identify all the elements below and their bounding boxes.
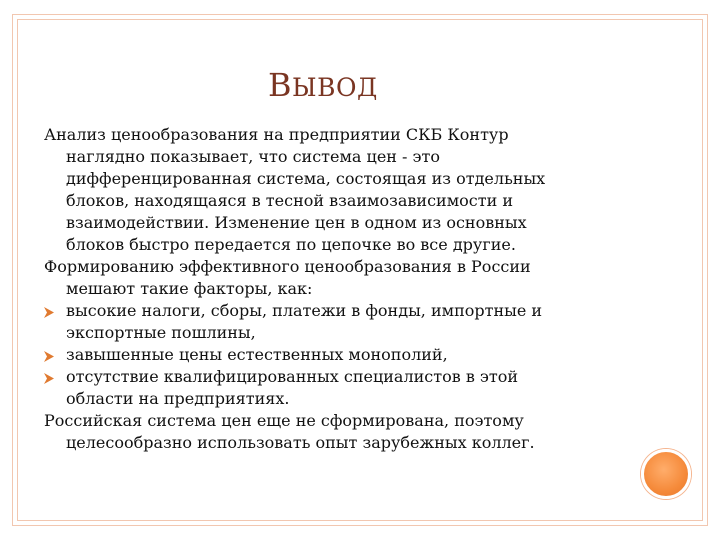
- text-line: блоков быстро передается по цепочке во все другие.: [66, 235, 516, 254]
- text-line: дифференцированная система, состоящая из отдельных: [66, 169, 546, 188]
- text-line: целесообразно использовать опыт зарубежных коллег.: [66, 433, 535, 452]
- slide-title-rest: ЫВОД: [292, 73, 378, 102]
- text-line: наглядно показывает, что система цен - это: [66, 147, 440, 166]
- arrow-bullet-icon: [44, 307, 54, 318]
- paragraph-conclusion: [44, 410, 624, 454]
- text-line: блоков, находящаяся в тесной взаимозависимости и: [66, 191, 513, 210]
- text-line: отсутствие квалифицированных специалистов в этой: [66, 367, 519, 386]
- arrow-bullet-icon: [44, 373, 54, 384]
- bullet-item-taxes: [44, 300, 624, 344]
- text-line: Российская система цен еще не сформирована, поэтому: [44, 411, 524, 430]
- text-line: области на предприятиях.: [66, 389, 290, 408]
- slide-title-initial: В: [268, 66, 293, 104]
- text-line: завышенные цены естественных монополий,: [66, 345, 448, 364]
- slide-body: [44, 124, 624, 454]
- text-line: Анализ ценообразования на предприятии СКБ Контур: [44, 125, 509, 144]
- text-line: Формированию эффективного ценообразования в России: [44, 257, 531, 276]
- bullet-item-specialists: [44, 366, 624, 410]
- text-line: высокие налоги, сборы, платежи в фонды, импортные и: [66, 301, 543, 320]
- arrow-bullet-icon: [44, 351, 54, 362]
- text-line: экспортные пошлины,: [66, 323, 256, 342]
- decorative-circle: [641, 449, 691, 499]
- text-line: мешают такие факторы, как:: [66, 279, 313, 298]
- text-line: взаимодействии. Изменение цен в одном из основных: [66, 213, 527, 232]
- paragraph-analysis: [44, 124, 624, 256]
- slide-title: [268, 66, 378, 104]
- paragraph-factors: [44, 256, 624, 300]
- bullet-item-monopolies: [44, 344, 624, 366]
